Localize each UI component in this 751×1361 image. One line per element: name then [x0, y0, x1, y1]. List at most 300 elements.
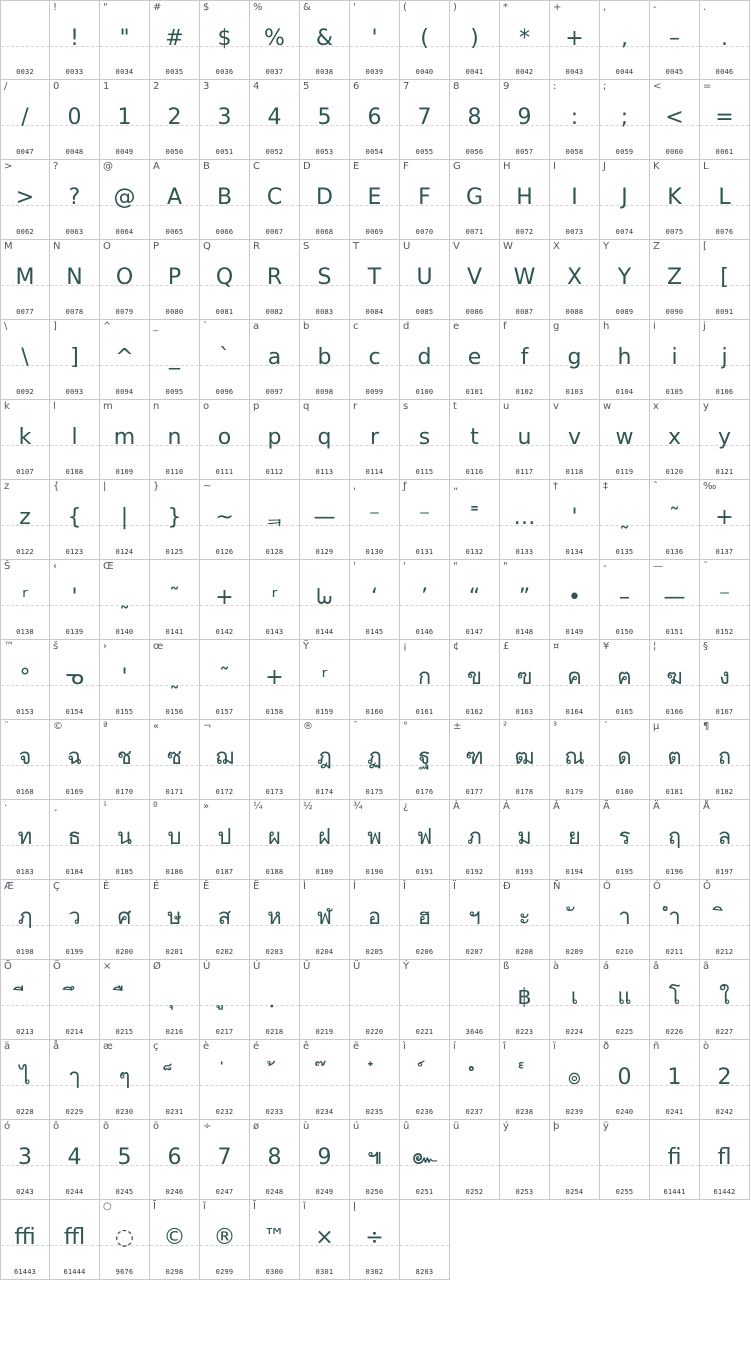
glyph-cell[interactable]	[600, 0, 650, 80]
glyph-cell[interactable]	[250, 960, 300, 1040]
glyph-cell[interactable]	[200, 320, 250, 400]
glyph-cell[interactable]	[500, 880, 550, 960]
glyph-cell[interactable]	[550, 0, 600, 80]
glyph-cell[interactable]	[300, 240, 350, 320]
glyph-cell[interactable]	[50, 960, 100, 1040]
glyph-cell[interactable]	[50, 0, 100, 80]
glyph-cell[interactable]	[600, 400, 650, 480]
glyph-cell[interactable]	[0, 560, 50, 640]
glyph-code: 0044	[615, 68, 634, 76]
glyph-cell[interactable]	[500, 720, 550, 800]
glyph-cell[interactable]	[50, 80, 100, 160]
glyph-cell[interactable]	[0, 800, 50, 880]
glyph-cell[interactable]	[650, 400, 700, 480]
glyph-cell[interactable]	[250, 720, 300, 800]
glyph-sample	[100, 981, 149, 1015]
glyph-code: 0240	[615, 1108, 634, 1116]
glyph-cell[interactable]	[350, 0, 400, 80]
glyph-cell[interactable]	[200, 400, 250, 480]
glyph-cell[interactable]	[650, 320, 700, 400]
glyph-cell[interactable]	[100, 160, 150, 240]
glyph-cell[interactable]	[50, 1120, 100, 1200]
glyph-cell[interactable]	[500, 1040, 550, 1120]
glyph-cell[interactable]	[100, 240, 150, 320]
glyph-cell[interactable]	[650, 240, 700, 320]
glyph-key-label: Ù	[203, 961, 211, 972]
glyph-cell[interactable]	[300, 480, 350, 560]
glyph-cell[interactable]	[100, 0, 150, 80]
glyph-cell[interactable]	[300, 720, 350, 800]
glyph-cell[interactable]	[450, 320, 500, 400]
glyph-cell[interactable]	[500, 160, 550, 240]
glyph-cell[interactable]	[250, 1200, 300, 1280]
glyph-cell[interactable]	[400, 1120, 450, 1200]
glyph-cell[interactable]	[200, 160, 250, 240]
glyph-cell[interactable]	[100, 640, 150, 720]
glyph-cell[interactable]	[550, 880, 600, 960]
glyph-cell[interactable]	[700, 480, 750, 560]
glyph-cell[interactable]	[300, 560, 350, 640]
glyph-cell[interactable]	[100, 320, 150, 400]
glyph-cell[interactable]	[350, 400, 400, 480]
glyph-cell[interactable]	[350, 960, 400, 1040]
glyph-cell[interactable]	[500, 240, 550, 320]
glyph-code: 0083	[315, 308, 334, 316]
glyph-code: 0157	[215, 708, 234, 716]
glyph-cell[interactable]	[50, 240, 100, 320]
glyph-cell[interactable]	[250, 640, 300, 720]
glyph-cell[interactable]	[650, 800, 700, 880]
glyph-cell[interactable]	[550, 240, 600, 320]
glyph-cell[interactable]	[500, 560, 550, 640]
glyph-sample: ฉ	[67, 745, 82, 770]
glyph-cell[interactable]	[150, 480, 200, 560]
glyph-cell[interactable]	[50, 880, 100, 960]
glyph-cell[interactable]	[500, 960, 550, 1040]
glyph-cell[interactable]	[350, 480, 400, 560]
glyph-key-label: g	[553, 321, 560, 332]
glyph-cell[interactable]	[450, 1040, 500, 1120]
glyph-cell[interactable]	[500, 320, 550, 400]
glyph-sample: ฎ	[317, 745, 332, 770]
glyph-cell[interactable]	[150, 560, 200, 640]
glyph-code: 0047	[16, 148, 34, 156]
glyph-cell[interactable]	[300, 0, 350, 80]
glyph-cell[interactable]	[50, 160, 100, 240]
glyph-cell[interactable]	[550, 480, 600, 560]
glyph-cell[interactable]	[700, 0, 750, 80]
glyph-cell[interactable]	[200, 640, 250, 720]
glyph-key-label: †	[553, 481, 558, 492]
glyph-cell[interactable]	[400, 480, 450, 560]
glyph-cell[interactable]	[450, 1120, 500, 1200]
glyph-cell[interactable]	[550, 1040, 600, 1120]
glyph-cell[interactable]	[450, 880, 500, 960]
glyph-cell[interactable]	[0, 640, 50, 720]
glyph-cell[interactable]	[650, 160, 700, 240]
glyph-cell[interactable]	[400, 240, 450, 320]
glyph-sample: >	[15, 185, 35, 210]
glyph-cell[interactable]	[250, 880, 300, 960]
glyph-cell[interactable]	[250, 480, 300, 560]
glyph-cell[interactable]	[600, 720, 650, 800]
glyph-key-label: E	[353, 161, 360, 172]
glyph-cell[interactable]	[300, 1120, 350, 1200]
glyph-cell[interactable]	[400, 320, 450, 400]
glyph-cell[interactable]	[50, 320, 100, 400]
glyph-cell[interactable]	[700, 960, 750, 1040]
glyph-cell[interactable]	[700, 240, 750, 320]
glyph-cell[interactable]	[600, 640, 650, 720]
glyph-sample: 2	[717, 1065, 732, 1090]
glyph-cell[interactable]	[450, 560, 500, 640]
glyph-cell[interactable]	[200, 480, 250, 560]
glyph-cell[interactable]	[100, 1200, 150, 1280]
glyph-cell[interactable]	[200, 80, 250, 160]
glyph-cell[interactable]	[250, 160, 300, 240]
glyph-cell[interactable]	[200, 240, 250, 320]
glyph-cell[interactable]	[0, 240, 50, 320]
glyph-cell[interactable]	[500, 80, 550, 160]
glyph-cell[interactable]	[700, 1040, 750, 1120]
glyph-cell[interactable]	[650, 720, 700, 800]
glyph-cell[interactable]	[250, 400, 300, 480]
glyph-cell[interactable]	[400, 720, 450, 800]
glyph-cell[interactable]	[300, 160, 350, 240]
glyph-code: 0080	[165, 308, 184, 316]
glyph-cell[interactable]	[150, 0, 200, 80]
glyph-sample: ซ	[167, 745, 182, 770]
glyph-cell[interactable]	[350, 640, 400, 720]
glyph-cell[interactable]	[350, 1120, 400, 1200]
glyph-cell[interactable]	[500, 640, 550, 720]
glyph-key-label: P	[153, 241, 160, 252]
glyph-cell[interactable]	[650, 880, 700, 960]
glyph-cell[interactable]	[700, 1120, 750, 1200]
glyph-cell[interactable]	[150, 640, 200, 720]
glyph-cell[interactable]	[200, 0, 250, 80]
glyph-code: 0251	[415, 1188, 434, 1196]
glyph-cell[interactable]	[300, 960, 350, 1040]
glyph-cell[interactable]	[600, 1040, 650, 1120]
glyph-cell[interactable]	[600, 160, 650, 240]
glyph-cell[interactable]	[600, 880, 650, 960]
glyph-cell[interactable]	[400, 80, 450, 160]
glyph-cell[interactable]	[100, 800, 150, 880]
glyph-cell[interactable]	[550, 80, 600, 160]
glyph-cell[interactable]	[300, 400, 350, 480]
glyph-cell[interactable]	[450, 720, 500, 800]
glyph-cell[interactable]	[50, 640, 100, 720]
glyph-cell[interactable]	[150, 320, 200, 400]
glyph-cell[interactable]	[200, 1200, 250, 1280]
glyph-cell[interactable]	[700, 880, 750, 960]
glyph-cell[interactable]	[700, 560, 750, 640]
glyph-cell[interactable]	[700, 720, 750, 800]
glyph-cell[interactable]	[700, 320, 750, 400]
glyph-cell[interactable]	[400, 0, 450, 80]
glyph-cell[interactable]	[550, 1120, 600, 1200]
glyph-cell[interactable]	[550, 160, 600, 240]
glyph-cell[interactable]	[100, 480, 150, 560]
glyph-code: 0204	[315, 948, 334, 956]
glyph-cell[interactable]	[400, 640, 450, 720]
glyph-cell[interactable]	[150, 400, 200, 480]
glyph-cell[interactable]	[650, 80, 700, 160]
glyph-cell[interactable]	[300, 320, 350, 400]
glyph-cell[interactable]	[350, 880, 400, 960]
glyph-key-label: R	[253, 241, 260, 252]
glyph-cell[interactable]	[650, 0, 700, 80]
glyph-key-label: 2	[153, 81, 160, 92]
glyph-cell[interactable]	[350, 1200, 400, 1280]
glyph-cell[interactable]	[100, 80, 150, 160]
glyph-cell[interactable]	[100, 560, 150, 640]
glyph-sample: n	[167, 425, 182, 450]
glyph-sample: I	[571, 185, 578, 210]
glyph-sample: B	[216, 185, 233, 210]
glyph-code: 0103	[565, 388, 584, 396]
glyph-cell[interactable]	[350, 80, 400, 160]
glyph-sample: +	[715, 505, 734, 530]
glyph-sample: ™	[263, 1225, 286, 1250]
glyph-cell[interactable]	[0, 720, 50, 800]
glyph-cell[interactable]	[600, 240, 650, 320]
glyph-sample: M	[15, 265, 35, 290]
glyph-code: 0064	[115, 228, 134, 236]
glyph-cell[interactable]	[350, 800, 400, 880]
glyph-code: 0051	[215, 148, 234, 156]
glyph-cell[interactable]	[0, 880, 50, 960]
glyph-cell[interactable]	[100, 960, 150, 1040]
glyph-cell[interactable]	[300, 1040, 350, 1120]
glyph-cell[interactable]	[550, 720, 600, 800]
glyph-cell[interactable]	[350, 720, 400, 800]
glyph-code: 0160	[365, 708, 384, 716]
glyph-cell[interactable]	[0, 1120, 50, 1200]
glyph-cell[interactable]	[700, 160, 750, 240]
glyph-key-label: ®	[303, 721, 313, 732]
glyph-cell[interactable]	[100, 400, 150, 480]
glyph-cell[interactable]	[550, 800, 600, 880]
glyph-cell[interactable]	[150, 1200, 200, 1280]
glyph-cell[interactable]	[400, 1200, 450, 1280]
glyph-cell[interactable]	[300, 1200, 350, 1280]
glyph-key-label: „	[453, 481, 459, 492]
glyph-sample	[550, 1141, 599, 1175]
glyph-cell[interactable]	[150, 160, 200, 240]
glyph-sample: Z	[666, 265, 683, 290]
glyph-sample: ใ	[719, 985, 730, 1010]
glyph-cell[interactable]	[250, 800, 300, 880]
glyph-cell[interactable]	[700, 800, 750, 880]
glyph-cell[interactable]	[250, 320, 300, 400]
glyph-key-label: *	[503, 2, 508, 13]
glyph-code: 0149	[565, 628, 584, 636]
glyph-cell[interactable]	[0, 0, 50, 80]
glyph-cell[interactable]	[300, 80, 350, 160]
glyph-cell[interactable]	[250, 560, 300, 640]
glyph-cell[interactable]	[200, 1120, 250, 1200]
glyph-sample: ฒ	[514, 745, 535, 770]
glyph-sample: $	[217, 26, 232, 51]
glyph-cell[interactable]	[0, 160, 50, 240]
glyph-code: 0133	[515, 548, 534, 556]
glyph-sample: ÷	[365, 1225, 384, 1250]
glyph-cell[interactable]	[450, 800, 500, 880]
glyph-cell[interactable]	[200, 960, 250, 1040]
glyph-cell[interactable]	[0, 80, 50, 160]
glyph-cell[interactable]	[650, 1040, 700, 1120]
glyph-cell[interactable]	[650, 640, 700, 720]
glyph-cell[interactable]	[150, 880, 200, 960]
glyph-key-label: y	[703, 401, 709, 412]
glyph-cell[interactable]	[600, 800, 650, 880]
glyph-cell[interactable]	[150, 80, 200, 160]
glyph-cell[interactable]	[600, 1120, 650, 1200]
glyph-cell[interactable]	[400, 1040, 450, 1120]
glyph-cell[interactable]	[50, 1200, 100, 1280]
glyph-cell[interactable]	[150, 720, 200, 800]
glyph-cell[interactable]	[500, 1120, 550, 1200]
glyph-cell[interactable]	[150, 800, 200, 880]
glyph-code: 0179	[565, 788, 584, 796]
glyph-key-label: c	[353, 321, 359, 332]
glyph-cell[interactable]	[450, 960, 500, 1040]
glyph-cell[interactable]	[500, 400, 550, 480]
glyph-cell[interactable]	[200, 880, 250, 960]
glyph-cell[interactable]	[450, 160, 500, 240]
glyph-cell[interactable]	[150, 1120, 200, 1200]
glyph-cell[interactable]	[200, 1040, 250, 1120]
glyph-cell[interactable]	[600, 320, 650, 400]
glyph-cell[interactable]	[50, 400, 100, 480]
glyph-code: 0299	[215, 1268, 234, 1276]
glyph-cell[interactable]	[0, 960, 50, 1040]
glyph-cell[interactable]	[600, 960, 650, 1040]
glyph-cell[interactable]	[550, 640, 600, 720]
glyph-cell[interactable]	[0, 400, 50, 480]
glyph-key-label: U	[403, 241, 411, 252]
glyph-cell[interactable]	[400, 400, 450, 480]
glyph-key-label: ¬	[203, 721, 212, 732]
glyph-sample: ’	[421, 585, 428, 610]
glyph-code: 0247	[215, 1188, 234, 1196]
glyph-cell[interactable]	[650, 560, 700, 640]
glyph-cell[interactable]	[150, 960, 200, 1040]
glyph-code: 0210	[615, 948, 634, 956]
glyph-cell[interactable]	[250, 80, 300, 160]
glyph-cell[interactable]	[550, 400, 600, 480]
glyph-cell[interactable]	[550, 560, 600, 640]
glyph-cell[interactable]	[450, 480, 500, 560]
glyph-cell[interactable]	[150, 240, 200, 320]
glyph-code: 0154	[65, 708, 84, 716]
glyph-cell[interactable]	[350, 240, 400, 320]
glyph-cell[interactable]	[450, 640, 500, 720]
glyph-cell[interactable]	[350, 320, 400, 400]
glyph-cell[interactable]	[500, 480, 550, 560]
glyph-cell[interactable]	[650, 1120, 700, 1200]
glyph-code: 0302	[365, 1268, 384, 1276]
glyph-cell[interactable]	[450, 400, 500, 480]
glyph-cell[interactable]	[300, 880, 350, 960]
glyph-cell[interactable]	[100, 1120, 150, 1200]
glyph-cell[interactable]	[650, 480, 700, 560]
glyph-cell[interactable]	[200, 560, 250, 640]
glyph-cell[interactable]	[300, 640, 350, 720]
glyph-cell[interactable]	[400, 560, 450, 640]
glyph-code: 0130	[365, 548, 384, 556]
glyph-cell[interactable]	[300, 800, 350, 880]
glyph-cell[interactable]	[400, 960, 450, 1040]
glyph-code: 0233	[265, 1108, 284, 1116]
glyph-cell[interactable]	[50, 720, 100, 800]
glyph-cell[interactable]	[200, 800, 250, 880]
glyph-cell[interactable]	[100, 880, 150, 960]
glyph-key-label: l	[53, 401, 56, 412]
glyph-sample	[300, 981, 349, 1015]
glyph-cell[interactable]	[250, 240, 300, 320]
glyph-cell[interactable]	[50, 1040, 100, 1120]
glyph-cell[interactable]	[250, 1040, 300, 1120]
glyph-cell[interactable]	[500, 0, 550, 80]
glyph-cell[interactable]	[450, 80, 500, 160]
glyph-cell[interactable]	[250, 1120, 300, 1200]
glyph-sample: 8	[467, 105, 482, 130]
glyph-sample: )	[470, 26, 479, 51]
glyph-cell[interactable]	[400, 880, 450, 960]
glyph-cell[interactable]	[100, 720, 150, 800]
glyph-cell[interactable]	[150, 1040, 200, 1120]
glyph-cell[interactable]	[0, 480, 50, 560]
glyph-cell[interactable]	[500, 800, 550, 880]
glyph-cell[interactable]	[200, 720, 250, 800]
glyph-cell[interactable]	[450, 0, 500, 80]
glyph-key-label: ¹	[103, 801, 108, 812]
glyph-code: 0212	[715, 948, 734, 956]
glyph-sample: ฤ	[667, 825, 682, 850]
glyph-key-label: Ä	[653, 801, 660, 812]
glyph-cell[interactable]	[350, 560, 400, 640]
glyph-cell[interactable]	[700, 80, 750, 160]
glyph-cell[interactable]	[400, 800, 450, 880]
glyph-cell[interactable]	[550, 960, 600, 1040]
glyph-cell[interactable]	[350, 1040, 400, 1120]
glyph-cell[interactable]	[250, 0, 300, 80]
glyph-cell[interactable]	[50, 480, 100, 560]
glyph-cell[interactable]	[600, 80, 650, 160]
glyph-cell[interactable]	[450, 240, 500, 320]
glyph-sample: 7	[217, 1145, 232, 1170]
glyph-code: 0107	[16, 468, 34, 476]
glyph-cell[interactable]	[350, 160, 400, 240]
glyph-cell[interactable]	[0, 320, 50, 400]
glyph-cell[interactable]	[600, 560, 650, 640]
glyph-cell[interactable]	[400, 160, 450, 240]
glyph-cell[interactable]	[650, 960, 700, 1040]
glyph-cell[interactable]	[0, 1040, 50, 1120]
glyph-cell[interactable]	[100, 1040, 150, 1120]
glyph-key-label: %	[253, 2, 263, 13]
glyph-cell[interactable]	[50, 800, 100, 880]
glyph-cell[interactable]	[600, 480, 650, 560]
glyph-cell[interactable]	[700, 640, 750, 720]
glyph-cell[interactable]	[50, 560, 100, 640]
glyph-cell[interactable]	[550, 320, 600, 400]
glyph-cell[interactable]	[700, 400, 750, 480]
glyph-cell[interactable]	[0, 1200, 50, 1280]
